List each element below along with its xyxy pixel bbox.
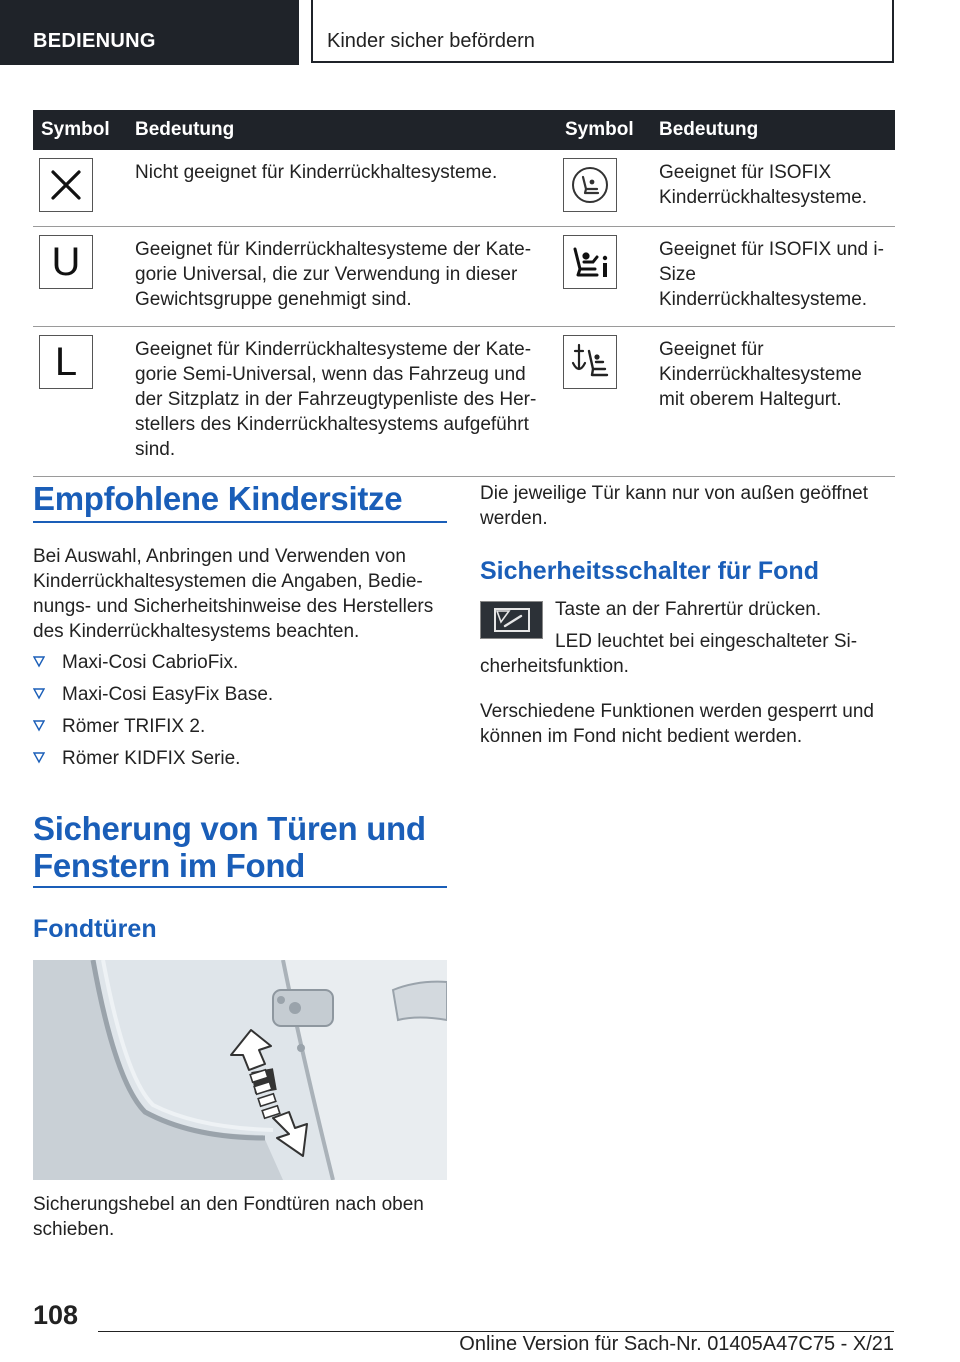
safety-switch-step-1: Taste an der Fahrertür drücken.	[555, 599, 822, 620]
subheading-rear-doors: Fondtüren	[33, 915, 157, 943]
list-item: Römer KIDFIX Serie.	[33, 746, 447, 778]
section-tab	[0, 0, 299, 65]
safety-switch-note: Verschiedene Funktionen werden gesperrt und können im Fond nicht bedient werden.	[480, 701, 874, 747]
isofix-seat-icon	[563, 158, 617, 212]
top-tether-icon	[563, 335, 617, 389]
table-cell-meaning: Geeignet für Kinderrückhaltesysteme mit oberem Haltegurt.	[651, 327, 895, 477]
heading-rule	[33, 886, 447, 888]
bullet-triangle-icon	[33, 752, 45, 764]
table-cell-meaning: Geeignet für Kinderrückhaltesysteme der Kategorie Universal, die zur Verwendung in dieser Gewichtsgruppe genehmigt sind.	[127, 227, 557, 327]
subheading-safety-switch: Sicherheitsschalter für Fond	[480, 557, 819, 585]
table-header-symbol: Symbol	[33, 110, 127, 150]
table-header-meaning-2: Bedeutung	[651, 110, 895, 150]
table-row	[33, 150, 895, 227]
isize-seat-icon	[563, 235, 617, 289]
list-item: Maxi-Cosi EasyFix Base.	[33, 682, 447, 714]
heading-door-window-lock: Sicherung von Türen und Fenstern im Fond	[33, 810, 426, 884]
heading-recommended-seats: Empfohlene Kindersitze	[33, 480, 403, 517]
safety-switch-step-2: LED leuchtet bei eingeschalteter Sicherheitsfunktion.	[480, 631, 858, 677]
symbol-table	[33, 110, 895, 477]
footer-rule	[98, 1331, 894, 1332]
chapter-tab	[311, 0, 894, 63]
table-header-row	[33, 110, 895, 150]
list-item: Maxi-Cosi CabrioFix.	[33, 650, 447, 682]
recommended-seats-intro: Bei Auswahl, Anbringen und Verwenden von Kinderrückhaltesystemen die Angaben, Bedienungs- und Sicherheitshinweise des Herstellers des Kinderrückhaltesystems beachten.	[33, 546, 434, 642]
table-cell-meaning: Geeignet für Kinderrückhaltesysteme der Kategorie Semi-Universal, wenn das Fahrzeug und der Sitzplatz in der Fahrzeugtypenliste des Herstellers des Kinderrückhaltesystems aufgeführt sind.	[127, 327, 557, 477]
chapter-label: Kinder sicher befördern	[327, 30, 535, 52]
page-number: 108	[33, 1300, 79, 1330]
table-header-symbol-2: Symbol	[557, 110, 651, 150]
table-cell-meaning: Nicht geeignet für Kinderrückhaltesysteme.	[127, 150, 557, 227]
table-cell-meaning: Geeignet für ISOFIX Kinderrückhaltesysteme.	[651, 150, 895, 227]
semi-universal-symbol: L	[39, 335, 93, 389]
table-cell-meaning: Geeignet für ISOFIX und i-Size Kinderrückhaltesysteme.	[651, 227, 895, 327]
table-row	[33, 227, 895, 327]
universal-symbol: U	[39, 235, 93, 289]
table-header-meaning: Bedeutung	[127, 110, 557, 150]
footer-version-text: Online Version für Sach-Nr. 01405A47C75 - X/21	[459, 1333, 894, 1355]
bullet-triangle-icon	[33, 656, 45, 668]
section-label: BEDIENUNG	[33, 30, 156, 52]
bullet-triangle-icon	[33, 720, 45, 732]
recommended-seats-list	[33, 650, 447, 778]
list-item: Römer TRIFIX 2.	[33, 714, 447, 746]
rear-door-lock-illustration	[33, 960, 447, 1180]
door-opening-note: Die jeweilige Tür kann nur von außen geöffnet werden.	[480, 483, 868, 529]
rear-doors-caption: Sicherungshebel an den Fondtüren nach oben schieben.	[33, 1194, 424, 1240]
cross-icon	[39, 158, 93, 212]
table-row	[33, 327, 895, 477]
bullet-triangle-icon	[33, 688, 45, 700]
heading-rule	[33, 521, 447, 523]
